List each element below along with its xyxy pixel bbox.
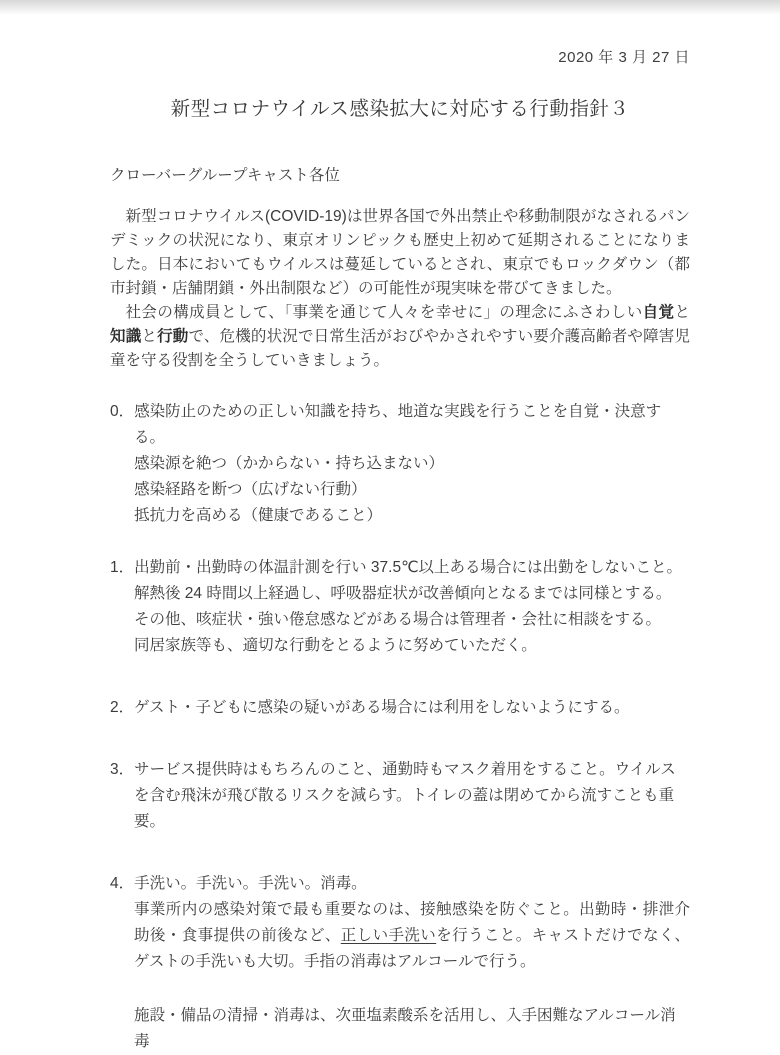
guideline-item-0	[110, 399, 690, 529]
text-segment: で、危機的状況で日常生活がおびやかされやすい要介護高齢者や障害児童を守る役割を全うしていきましょう。	[110, 328, 690, 369]
text-segment: 社会の構成員として、「事業を通じて人々を幸せに」の理念にふさわしい	[125, 304, 643, 321]
item-number: 0．	[110, 403, 135, 420]
item-sub-line: その他、咳症状・強い倦怠感などがある場合は管理者・会社に相談をする。	[134, 611, 662, 628]
text-segment: と	[141, 328, 158, 345]
item-first-line: サービス提供時はもちろんのこと、通勤時もマスク着用をすること。ウイルスを含む飛沫が飛び散るリスクを減らす。トイレの蓋は閉めてから流すことも重要。	[134, 761, 676, 830]
item-number: 3．	[110, 761, 135, 778]
closing-paragraph: 施設・備品の清掃・消毒は、次亜塩素酸系を活用し、入手困難なアルコール消毒	[134, 1007, 676, 1050]
guideline-item-3	[110, 757, 690, 835]
text-segment: を行うこと。キャストだけでなく、ゲストの手洗いも大切。手指の消毒はアルコールで行う。	[134, 927, 690, 970]
item-sub-line: 感染経路を断つ（広げない行動）	[134, 481, 367, 498]
item-sublines	[134, 451, 690, 529]
guideline-item-4	[110, 871, 690, 975]
bold-text: 自覚	[642, 304, 675, 321]
intro-paragraph-1	[110, 205, 690, 301]
text-segment: 事業所内の感染対策で最も重要なのは、接触感染を防ぐこと。出勤時・排泄介助後・食事提供の前後など、	[134, 901, 690, 944]
underlined-text: 正しい手洗い	[340, 927, 437, 944]
item-first-line: 出勤前・出勤時の体温計測を行い 37.5℃以上ある場合には出勤をしないこと。	[134, 559, 683, 576]
text-segment: と	[674, 304, 690, 321]
item-first-line: 手洗い。手洗い。手洗い。消毒。	[134, 875, 367, 892]
item-number: 1．	[110, 559, 135, 576]
item-number: 4．	[110, 875, 135, 892]
item-sub-line: 感染源を絶つ（かからない・持ち込まない）	[134, 455, 445, 472]
item-number: 2．	[110, 699, 135, 716]
bold-text: 行動	[157, 328, 189, 345]
item-sub-line: 抵抗力を高める（健康であること）	[134, 507, 383, 524]
recipient-line: クローバーグループキャスト各位	[110, 167, 340, 184]
item-sublines	[134, 581, 690, 659]
text-segment: 新型コロナウイルス(COVID-19)は世界各国で外出禁止や移動制限がなされるパンデミックの状況になり、東京オリンピックも歴史上初めて延期されることになりました。日本においてもウイルスは蔓延しているとされ、東京でもロックダウン（都市封鎖・店舗閉鎖・外出制限など）の可能性が現実味を帯びてきました。	[110, 208, 690, 297]
intro-paragraph-2	[110, 301, 690, 373]
document-date: 2020 年 3 月 27 日	[558, 49, 690, 66]
item-body	[134, 897, 690, 975]
document-title: 新型コロナウイルス感染拡大に対応する行動指針３	[170, 98, 630, 120]
intro-section	[110, 205, 690, 373]
bold-text: 知識	[110, 328, 142, 345]
guideline-item-1	[110, 555, 690, 659]
item-sub-line: 同居家族等も、適切な行動をとるように努めていただく。	[134, 637, 537, 654]
guideline-item-2	[110, 695, 690, 721]
item-first-line: 感染防止のための正しい知識を持ち、地道な実践を行うことを自覚・決意する。	[134, 403, 662, 446]
item-sub-line: 解熱後 24 時間以上経過し、呼吸器症状が改善傾向となるまでは同様とする。	[134, 585, 672, 602]
item-first-line: ゲスト・子どもに感染の疑いがある場合には利用をしないようにする。	[134, 699, 630, 716]
